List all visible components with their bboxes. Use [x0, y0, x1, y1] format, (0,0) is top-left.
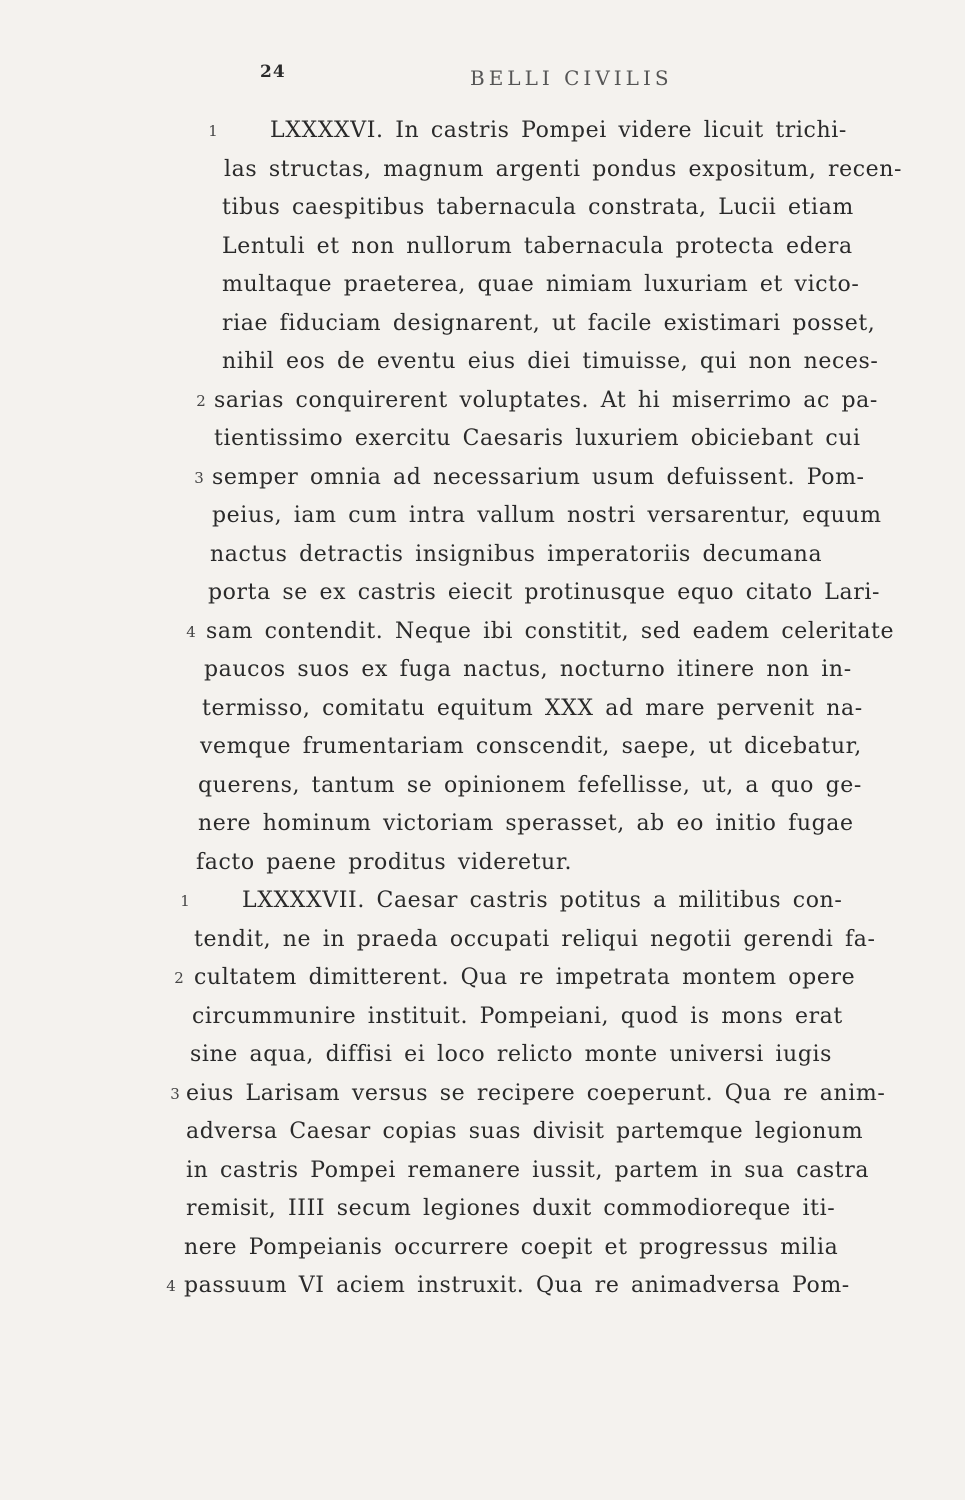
line-text: paucos suos ex fuga nactus, nocturno itinere non in-	[204, 657, 852, 682]
text-line	[0, 690, 965, 729]
text-line	[0, 228, 965, 267]
line-text: nihil eos de eventu eius diei timuisse, qui non neces-	[222, 349, 879, 374]
line-text: passuum VI aciem instruxit. Qua re animadversa Pom-	[184, 1273, 850, 1298]
text-line	[0, 536, 965, 575]
line-text: sine aqua, diffisi ei loco relicto monte universi iugis	[190, 1042, 833, 1067]
line-text: Lentuli et non nullorum tabernacula protecta edera	[222, 233, 853, 259]
line-text: nere hominum victoriam sperasset, ab eo initio fugae	[198, 811, 854, 836]
margin-section-number: 1	[208, 122, 218, 140]
text-line	[0, 343, 965, 382]
line-text: remisit, IIII secum legiones duxit commodioreque iti-	[186, 1196, 836, 1221]
line-text: las structas, magnum argenti pondus expositum, recen-	[224, 156, 903, 182]
line-text: LXXXXVI. In castris Pompei videre licuit trichi-	[270, 118, 847, 143]
text-line	[0, 382, 965, 421]
line-text: tendit, ne in praeda occupati reliqui negotii gerendi fa-	[194, 926, 876, 952]
text-line	[0, 651, 965, 690]
text-line	[0, 574, 965, 613]
text-line	[0, 805, 965, 844]
margin-section-number: 4	[186, 622, 196, 641]
text-line	[0, 959, 965, 998]
text-line	[0, 1229, 965, 1268]
text-line	[0, 882, 965, 921]
line-text: sarias conquirerent voluptates. At hi miserrimo ac pa-	[214, 387, 878, 413]
line-text: facto paene proditus videretur.	[196, 849, 573, 875]
line-text: peius, iam cum intra vallum nostri versarentur, equum	[212, 503, 882, 528]
line-text: adversa Caesar copias suas divisit partemque legionum	[186, 1119, 864, 1144]
text-line	[0, 151, 965, 190]
text-line	[0, 613, 965, 652]
text-line	[0, 112, 965, 151]
text-line	[0, 767, 965, 806]
line-text: circummunire instituit. Pompeiani, quod is mons erat	[192, 1003, 843, 1029]
margin-section-number: 4	[166, 1277, 176, 1295]
text-line	[0, 266, 965, 305]
page-number: 24	[260, 62, 286, 82]
text-line	[0, 305, 965, 344]
text-line	[0, 998, 965, 1037]
text-line	[0, 1190, 965, 1229]
line-text: sam contendit. Neque ibi constitit, sed eadem celeritate	[206, 618, 895, 644]
line-text: termisso, comitatu equitum XXX ad mare pervenit na-	[202, 695, 863, 721]
page-header	[0, 58, 965, 98]
margin-section-number: 2	[174, 969, 184, 987]
text-line	[0, 921, 965, 960]
text-line	[0, 189, 965, 228]
line-text: multaque praeterea, quae nimiam luxuriam et victo-	[222, 272, 860, 297]
text-line	[0, 1036, 965, 1075]
text-line	[0, 728, 965, 767]
line-text: nere Pompeianis occurrere coepit et progressus milia	[184, 1234, 839, 1260]
line-text: riae fiduciam designarent, ut facile existimari posset,	[222, 310, 876, 336]
line-text: cultatem dimitterent. Qua re impetrata montem opere	[194, 965, 856, 990]
line-text: porta se ex castris eiecit protinusque equo citato Lari-	[208, 580, 881, 605]
margin-section-number: 2	[196, 391, 206, 410]
margin-section-number: 1	[180, 892, 190, 910]
line-text: querens, tantum se opinionem fefellisse, ut, a quo ge-	[198, 772, 862, 798]
margin-section-number: 3	[170, 1084, 180, 1103]
line-text: tibus caespitibus tabernacula constrata, Lucii etiam	[222, 195, 854, 220]
line-text: LXXXXVII. Caesar castris potitus a militibus con-	[242, 888, 843, 913]
text-line	[0, 459, 965, 498]
text-line	[0, 1267, 965, 1306]
text-line	[0, 1152, 965, 1191]
body-text	[0, 112, 965, 1306]
text-line	[0, 420, 965, 459]
text-line	[0, 1075, 965, 1114]
running-title: BELLI CIVILIS	[470, 66, 673, 90]
line-text: vemque frumentariam conscendit, saepe, ut dicebatur,	[200, 734, 862, 759]
text-line	[0, 844, 965, 883]
line-text: semper omnia ad necessarium usum defuissent. Pom-	[212, 464, 865, 490]
line-text: nactus detractis insignibus imperatoriis decumana	[210, 541, 823, 567]
margin-section-number: 3	[194, 468, 204, 487]
text-line	[0, 1113, 965, 1152]
text-line	[0, 497, 965, 536]
line-text: tientissimo exercitu Caesaris luxuriem obiciebant cui	[214, 426, 861, 451]
line-text: eius Larisam versus se recipere coeperunt. Qua re anim-	[186, 1080, 886, 1106]
line-text: in castris Pompei remanere iussit, partem in sua castra	[186, 1157, 870, 1183]
